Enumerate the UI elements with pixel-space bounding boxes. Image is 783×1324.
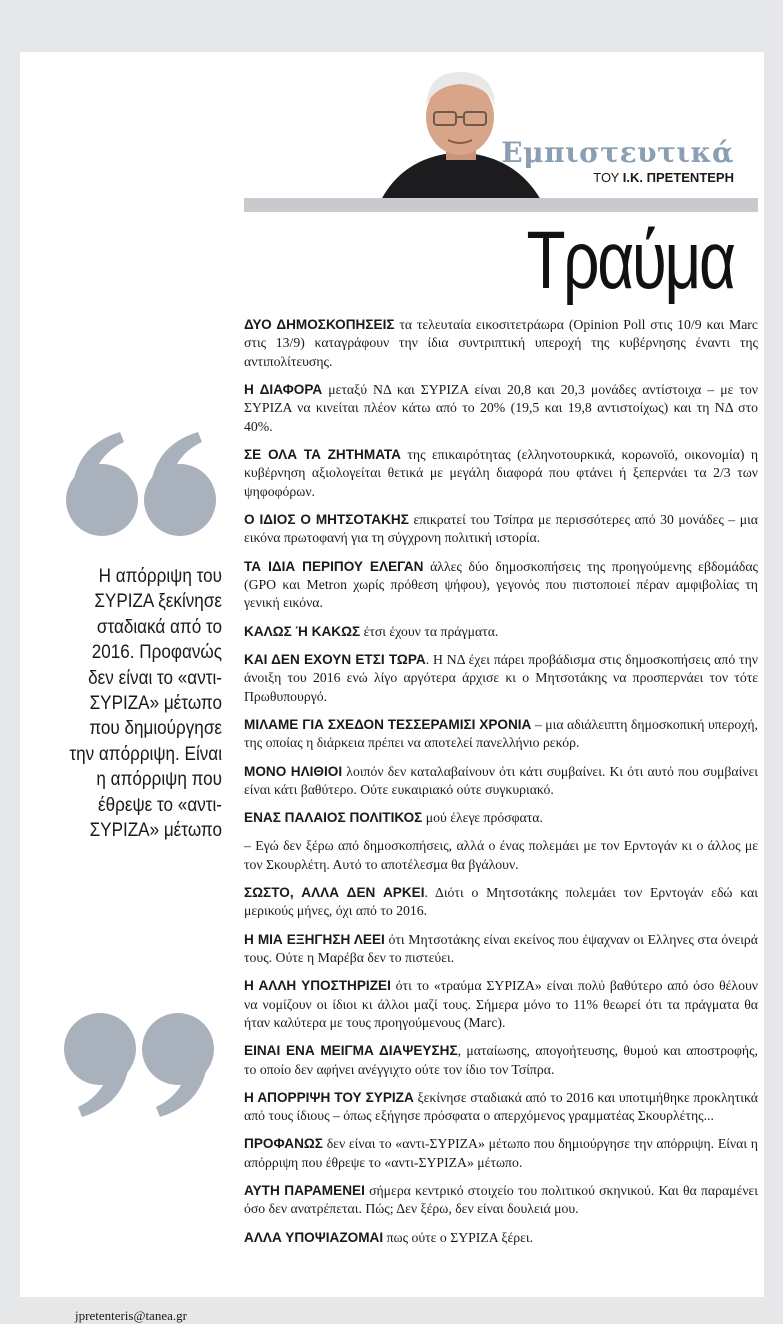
- article-paragraph: [244, 763, 758, 800]
- paragraph-text: άλλες δύο δημοσκοπήσεις της προηγούμενης εβδομάδας (GPO και Metron χωρίς πρόθεση ψήφου), γεγονός που πιστοποιεί πέραν αμφιβολίας τη γενική εικόνα.: [244, 558, 759, 611]
- paragraph-lead: Η ΑΛΛΗ ΥΠΟΣΤΗΡΙΖΕΙ: [244, 978, 391, 994]
- paragraph-text: μεταξύ ΝΔ και ΣΥΡΙΖΑ είναι 20,8 και 20,3 μονάδες αντίστοιχα – με τον ΣΥΡΙΖΑ να κινείται πλέον κάτω από το 20% (19,5 και 19,8 αντιστοίχως) και τη ΝΔ στο 40%.: [244, 382, 758, 434]
- article-paragraph: [244, 558, 758, 613]
- paragraph-lead: ΚΑΛΩΣ Ή ΚΑΚΩΣ: [244, 623, 361, 639]
- paragraph-lead: ΜΟΝΟ ΗΛΙΘΙΟΙ: [244, 763, 343, 779]
- article-paragraph: [244, 931, 758, 968]
- paragraph-text: σήμερα κεντρικό στοιχείο του πολιτικού σκηνικού. Και θα παραμένει όσο δεν ανατρέπεται. Πώς; Δεν ξέρω, δεν είναι δουλειά μου.: [244, 1182, 759, 1217]
- article-paragraph: [244, 1182, 758, 1219]
- paragraph-text: δεν είναι το «αντι-ΣΥΡΙΖΑ» μέτωπο που δημιούργησε την απόρριψη. Είναι η απόρριψη που έθρεψε το «αντι-ΣΥΡΙΖΑ» μέτωπο.: [244, 1136, 758, 1170]
- open-quote-icon: [60, 432, 220, 542]
- paragraph-text: – μια αδιάλειπτη δημοσκοπική υπεροχή, της οποίας η διάρκεια πρέπει να αποτελεί πανελλήνιο ρεκόρ.: [244, 716, 758, 751]
- article-paragraph: [244, 316, 758, 371]
- paragraph-lead: ΣΩΣΤΟ, ΑΛΛΑ ΔΕΝ ΑΡΚΕΙ: [244, 884, 425, 900]
- paragraph-text: ότι το «τραύμα ΣΥΡΙΖΑ» είναι πολύ βαθύτερο από όσο θέλουν να νομίζουν οι ίδιοι κι άλλοι μαζί τους. Σήμερα μόνο το 11% θεωρεί ότι τα πράγματα θα ήταν καλύτερα με τους προηγούμενους (Marc).: [244, 978, 758, 1030]
- paragraph-lead: ΤΑ ΙΔΙΑ ΠΕΡΙΠΟΥ ΕΛΕΓΑΝ: [244, 558, 424, 574]
- paragraph-lead: ΚΑΙ ΔΕΝ ΕΧΟΥΝ ΕΤΣΙ ΤΩΡΑ: [244, 651, 426, 667]
- article-paragraph: [244, 511, 758, 548]
- paragraph-text: πως ούτε ο ΣΥΡΙΖΑ ξέρει.: [383, 1229, 534, 1245]
- paragraph-text: . Διότι ο Μητσοτάκης πολεμάει τον Ερντογάν εδώ και μερικούς μήνες, όχι από το 2016.: [244, 884, 758, 919]
- paragraph-text: , ματαίωσης, απογοήτευσης, θυμού και αποστροφής, το οποίο δεν αφήνει ανέγγιχτο ούτε τον ίδιο τον Τσίπρα.: [244, 1043, 758, 1077]
- paragraph-lead: Ο ΙΔΙΟΣ Ο ΜΗΤΣΟΤΑΚΗΣ: [244, 512, 409, 528]
- paragraph-lead: ΕΙΝΑΙ ΕΝΑ ΜΕΙΓΜΑ ΔΙΑΨΕΥΣΗΣ: [244, 1043, 458, 1059]
- byline-prefix: ΤΟΥ: [593, 170, 620, 185]
- article-paragraph: [244, 1042, 758, 1079]
- paragraph-lead: ΣΕ ΟΛΑ ΤΑ ΖΗΤΗΜΑΤΑ: [244, 447, 401, 463]
- column-name: Εμπιστευτικά: [501, 136, 734, 169]
- paragraph-text: ξεκίνησε σταδιακά από το 2016 και υποτιμήθηκε προκλητικά από τους ίδιους – όπως εξήγησε πρόσφατα ο απερχόμενος γραμματέας Σκουρλέτης...: [244, 1089, 758, 1124]
- paragraph-text: . Η ΝΔ έχει πάρει προβάδισμα στις δημοσκοπήσεις από την άνοιξη του 2016 ενώ λίγο αργότερα άρχισε κι ο Μητσοτάκης να προσπερνάει τον τότε Πρωθυπουργό.: [244, 651, 758, 704]
- paragraph-text: λοιπόν δεν καταλαβαίνουν ότι κάτι συμβαίνει. Κι ότι αυτό που συμβαίνει είναι κάτι βαθύτερο. Ούτε ευκαιριακό ούτε συγκυριακό.: [244, 763, 758, 797]
- newspaper-page: [20, 52, 764, 1323]
- article-paragraph: [244, 381, 758, 436]
- article-paragraph: [244, 1089, 758, 1126]
- pull-quote: Η απόρριψη του ΣΥΡΙΖΑ ξεκίνησε σταδιακά από το 2016. Προφανώς δεν είναι το «αντι-ΣΥΡΙΖΑ» μέτωπο που δημιούργησε την απόρριψη. Είναι η απόρριψη που έθρεψε το «αντι-ΣΥΡΙΖΑ» μέτωπο: [69, 566, 223, 842]
- article-paragraph: [244, 716, 758, 753]
- paragraph-lead: Η ΔΙΑΦΟΡΑ: [244, 382, 323, 398]
- article-paragraph: [244, 651, 758, 706]
- paragraph-text: επικρατεί του Τσίπρα με περισσότερες από 30 μονάδες – μια εικόνα πρωτοφανή για τη σύγχρονη πολιτική ιστορία.: [244, 512, 758, 546]
- article-title: Τραύμα: [526, 215, 734, 306]
- byline-author: Ι.Κ. ΠΡΕΤΕΝΤΕΡΗ: [622, 170, 734, 185]
- paragraph-lead: ΜΙΛΑΜΕ ΓΙΑ ΣΧΕΔΟΝ ΤΕΣΣΕΡΑΜΙΣΙ ΧΡΟΝΙΑ: [244, 716, 532, 732]
- article-paragraph: [244, 837, 758, 874]
- header-divider-bar: [244, 198, 758, 212]
- article-paragraph: [244, 1135, 758, 1172]
- paragraph-text: τα τελευταία εικοσιτετράωρα (Opinion Poll στις 10/9 και Marc στις 13/9) καταγράφουν την ίδια συντριπτική υπεροχή της κυβέρνησης έναντι της αντιπολίτευσης.: [244, 317, 758, 369]
- article-paragraph: [244, 446, 758, 501]
- paragraph-lead: ΑΥΤΗ ΠΑΡΑΜΕΝΕΙ: [244, 1182, 365, 1198]
- article-paragraph: [244, 809, 758, 827]
- article-paragraph: [244, 1229, 758, 1247]
- author-portrait: [370, 62, 550, 202]
- paragraph-lead: Η ΑΠΟΡΡΙΨΗ ΤΟΥ ΣΥΡΙΖΑ: [244, 1089, 414, 1105]
- paragraph-lead: ΑΛΛΑ ΥΠΟΨΙΑΖΟΜΑΙ: [244, 1229, 384, 1245]
- article-paragraph: [244, 977, 758, 1032]
- paragraph-lead: ΕΝΑΣ ΠΑΛΑΙΟΣ ΠΟΛΙΤΙΚΟΣ: [244, 810, 423, 826]
- article-paragraph: [244, 623, 758, 641]
- paragraph-text: έτσι έχουν τα πράγματα.: [360, 623, 499, 639]
- close-quote-icon: [60, 1007, 220, 1117]
- article-paragraph: [244, 884, 758, 921]
- paragraph-text: μού έλεγε πρόσφατα.: [422, 810, 543, 826]
- paragraph-text: της επικαιρότητας (ελληνοτουρκικά, κορωνοϊό, οικονομία) η κυβέρνηση αξιολογείται θετικά με μεγάλη διαφορά που φτάνει ή ξεπερνάει τα 2/3 των ψηφοφόρων.: [244, 447, 759, 499]
- paragraph-text: ότι Μητσοτάκης είναι εκείνος που έψαχναν οι Ελληνες στα όνειρά τους. Ούτε η Μαρέβα δεν το πιστεύει.: [244, 931, 758, 965]
- paragraph-text: – Εγώ δεν ξέρω από δημοσκοπήσεις, αλλά ο ένας πολεμάει με τον Ερντογάν κι ο άλλος με τον Σκουρλέτη. Αυτό το αποτέλεσμα θα βγάλουν.: [244, 838, 758, 872]
- paragraph-lead: Η ΜΙΑ ΕΞΗΓΗΣΗ ΛΕΕΙ: [244, 931, 385, 947]
- byline: [593, 170, 734, 185]
- paragraph-lead: ΔΥΟ ΔΗΜΟΣΚΟΠΗΣΕΙΣ: [244, 317, 395, 332]
- author-email: jpretenteris@tanea.gr: [75, 1308, 187, 1323]
- article-body: [244, 316, 758, 1257]
- paragraph-lead: ΠΡΟΦΑΝΩΣ: [244, 1136, 323, 1152]
